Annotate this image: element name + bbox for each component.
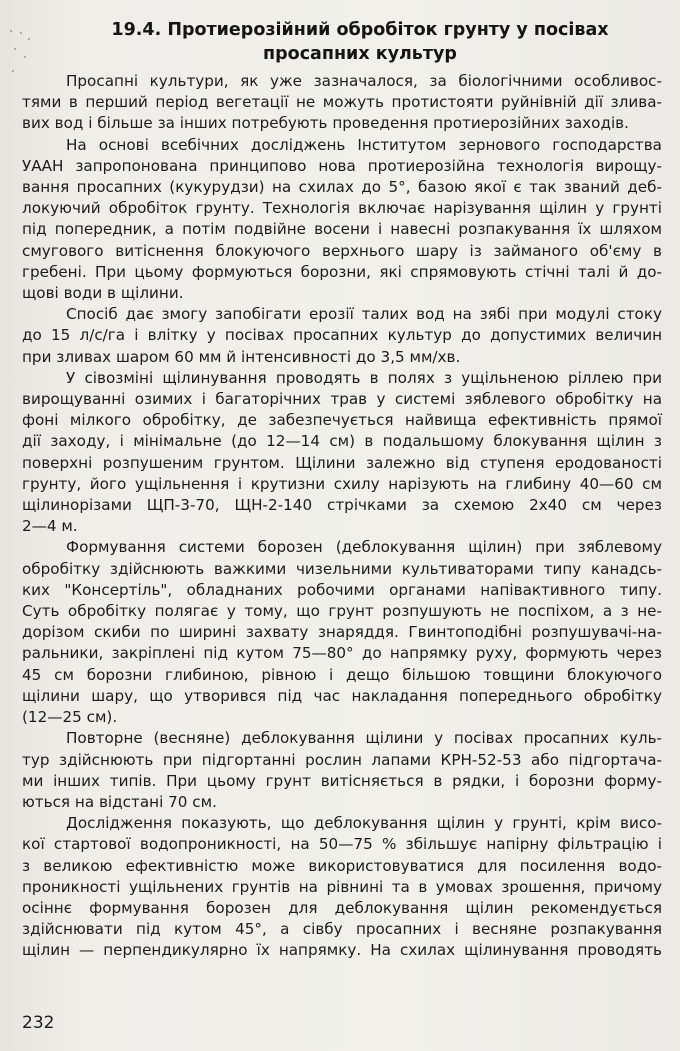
text-line: локуючий обробіток грунту. Технологія включає нарізування щілин у грунті bbox=[22, 199, 662, 218]
text-line: 45 см борозни глибиною, рівною і дещо більшою товщини блокуючого bbox=[22, 665, 662, 684]
text-line: поверхні розпушеним грунтом. Щілини залежно від ступеня еродованості bbox=[22, 453, 662, 472]
text-line: щові води в щілини. bbox=[22, 284, 184, 303]
text-line: щілин — перпендикулярно їх напрямку. На схилах щілинування проводять bbox=[22, 941, 662, 960]
text-line: ральники, закріплені під кутом 75—80° до напрямку руху, формують через bbox=[22, 644, 662, 663]
text-line: кої стартової водопроникності, на 50—75 % збільшує напірну фільтрацію і bbox=[22, 835, 662, 854]
text-line: дорізом скиби по ширині захвату знаряддя. Гвинтоподібні розпушувачі-на- bbox=[22, 623, 662, 642]
text-line: Спосіб дає змогу запобігати ерозії талих вод на зябі при модулі стоку bbox=[66, 305, 662, 324]
paragraph bbox=[22, 728, 662, 813]
text-line: Дослідження показують, що деблокування щілин у грунті, крім висо- bbox=[66, 814, 662, 833]
section-heading bbox=[60, 18, 660, 66]
text-line: фоні мілкого обробітку, де забезпечується найвища ефективність прямої bbox=[22, 411, 662, 430]
text-line: Просапні культури, як уже зазначалося, за біологічними особливос- bbox=[66, 72, 662, 90]
text-line: проникності ущільнених грунтів на рівнині та в умовах зрошення, причому bbox=[22, 877, 662, 896]
text-line: УААН запропонована принципово нова протиерозійна технологія вирощу- bbox=[22, 156, 662, 175]
text-line: тями в перший період вегетації не можуть протистояти руйнівній дії злива- bbox=[22, 93, 662, 112]
paragraph bbox=[22, 135, 662, 305]
text-line: ми інших типів. При цьому грунт витісняється в рядки, і борозни форму- bbox=[22, 771, 662, 790]
heading-line-2: просапних культур bbox=[263, 44, 457, 64]
heading-line-1: 19.4. Протиерозійний обробіток грунту у посівах bbox=[111, 20, 609, 40]
text-line: вих вод і більше за інших потребують проведення протиерозійних заходів. bbox=[22, 114, 629, 133]
paragraph bbox=[22, 537, 662, 728]
text-line: з великою ефективністю може використовуватися для посилення водо- bbox=[22, 856, 662, 875]
page-number: 232 bbox=[22, 1013, 55, 1033]
text-line: при зливах шаром 60 мм й інтенсивності до 3,5 мм/хв. bbox=[22, 347, 461, 366]
text-line: щілини шару, що утворився під час накладання попереднього обробітку bbox=[22, 686, 662, 705]
text-line: вирощуванні озимих і багаторічних трав у системі зяблевого обробітку на bbox=[22, 390, 662, 409]
text-line: гребені. При цьому формуються борозни, які спрямовують стічні талі й до- bbox=[22, 262, 662, 281]
text-line: здійснювати під кутом 45°, а сівбу просапних і весняне розпакування bbox=[22, 920, 662, 939]
paragraph bbox=[22, 813, 662, 961]
text-line: Суть обробітку полягає у тому, що грунт розпушують не поспіхом, а з не- bbox=[22, 602, 662, 621]
text-line: під попередник, а потім подвійне восени і навесні розпакування їх шляхом bbox=[22, 220, 662, 239]
text-line: (12—25 см). bbox=[22, 708, 118, 727]
text-line: до 15 л/с/га і влітку у посівах просапних культур до допустимих величин bbox=[22, 326, 662, 345]
text-line: ються на відстані 70 см. bbox=[22, 792, 217, 811]
paragraph bbox=[22, 71, 662, 135]
paragraph bbox=[22, 368, 662, 538]
text-line: дії заходу, і мінімальне (до 12—14 см) в подальшому блокування щілин з bbox=[22, 432, 662, 451]
text-line: ких "Консертіль", обладнаних робочими органами напівактивного типу. bbox=[22, 580, 662, 599]
paragraph bbox=[22, 304, 662, 368]
body-text bbox=[22, 71, 662, 962]
text-line: У сівозміні щілинування проводять в полях з ущільненою ріллею при bbox=[66, 368, 662, 387]
text-line: вання просапних (кукурудзи) на схилах до 5°, базою якої є так званий деб- bbox=[22, 178, 662, 197]
text-line: щілинорізами ЩП-3-70, ЩН-2-140 стрічками за схемою 2х40 см через bbox=[22, 496, 662, 515]
text-line: осіннє формування борозен для деблокування щілин рекомендується bbox=[22, 898, 662, 917]
text-line: смугового витіснення блокуючого верхнього шару із займаного об'єму в bbox=[22, 241, 662, 260]
text-line: тур здійснюють при підгортанні рослин лапами КРН-52-53 або підгортача- bbox=[22, 750, 662, 769]
text-line: обробітку здійснюють важкими чизельними культиваторами типу канадсь- bbox=[22, 559, 662, 578]
text-line: На основі всебічних досліджень Інститутом зернового господарства bbox=[66, 135, 662, 154]
text-line: 2—4 м. bbox=[22, 517, 78, 536]
text-line: Повторне (весняне) деблокування щілини у посівах просапних куль- bbox=[66, 729, 662, 748]
text-line: Формування системи борозен (деблокування щілин) при зяблевому bbox=[66, 538, 662, 557]
text-line: грунту, його ущільнення і крутизни схилу нарізують на глибину 40—60 см bbox=[22, 474, 662, 493]
